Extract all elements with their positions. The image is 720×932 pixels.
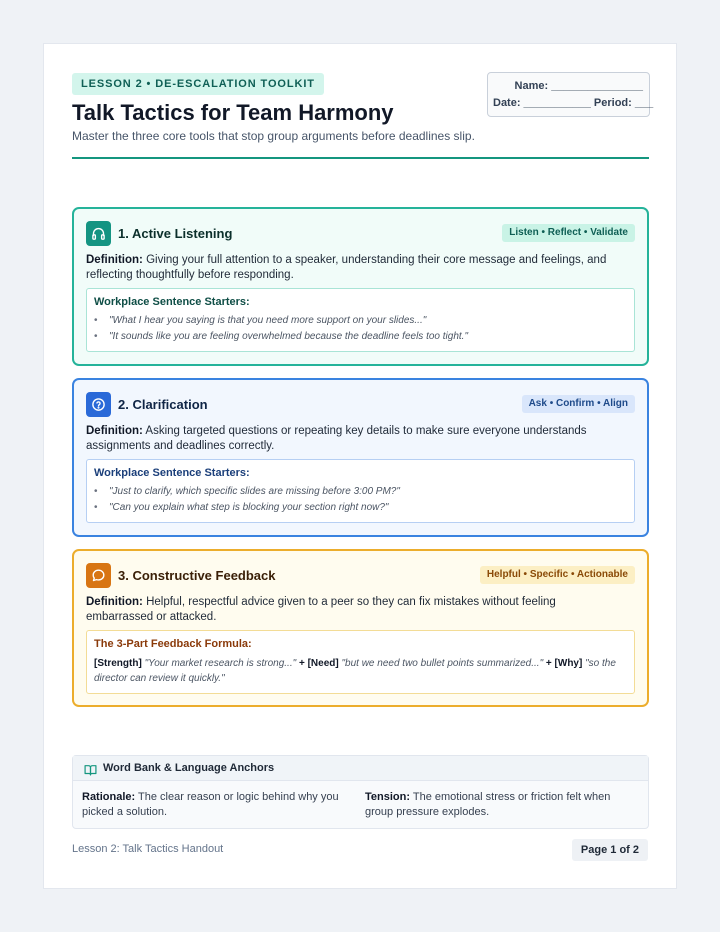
section-title: 2. Clarification: [118, 397, 208, 412]
section-definition: [86, 424, 617, 453]
starter-item: • "It sounds like you are feeling overwhelmed because the deadline feels too tight.": [94, 331, 468, 342]
footer-label: Lesson 2: Talk Tactics Handout: [72, 843, 224, 855]
word-bank-title: Word Bank & Language Anchors: [103, 762, 275, 774]
feedback-formula: [Strength] "Your market research is strong..." + [Need] "but we need two bullet points summarized..." + [Why] "so the director can review it quickly.": [94, 658, 616, 684]
section-badge: Listen • Reflect • Validate: [502, 224, 635, 242]
sentence-starters-box: [86, 459, 635, 523]
page-title: Talk Tactics for Team Harmony: [72, 100, 394, 125]
word-bank-header: [73, 756, 648, 781]
formula-tag: [Why]: [554, 658, 583, 669]
formula-tag: [Need]: [307, 658, 339, 669]
starter-item: • "What I hear you saying is that you need more support on your slides...": [94, 315, 427, 326]
handout-page: [43, 43, 677, 889]
formula-text: "Your market research is strong...": [144, 658, 297, 669]
starter-item: • "Just to clarify, which specific slides are missing before 3:00 PM?": [94, 486, 400, 497]
word-bank: [72, 755, 649, 829]
definition-text: Helpful, respectful advice given to a peer so they can fix mistakes without feeling embarrassed or attacked.: [86, 596, 556, 623]
section-title: 3. Constructive Feedback: [118, 568, 276, 583]
book-open-icon: [84, 763, 97, 781]
starter-item: • "Can you explain what step is blocking your section right now?": [94, 502, 389, 513]
definition-text: Giving your full attention to a speaker, understanding their core message and feelings, and reflecting thoughtfully before responding.: [86, 254, 607, 281]
section-definition: [86, 595, 617, 624]
word-bank-term: Tension: The emotional stress or friction felt when group pressure explodes.: [365, 791, 611, 818]
formula-heading: The 3-Part Feedback Formula:: [94, 638, 252, 650]
page-subtitle: Master the three core tools that stop group arguments before deadlines slip.: [72, 129, 475, 143]
question-circle-icon: [86, 392, 111, 417]
sentence-starters-box: [86, 288, 635, 352]
definition-text: Asking targeted questions or repeating key details to make sure everyone understands assignments and deadlines correctly.: [86, 425, 587, 452]
section-title: 1. Active Listening: [118, 226, 233, 241]
definition-label: Definition:: [86, 254, 143, 266]
name-date-box: [487, 72, 654, 117]
speech-bubble-icon: [86, 563, 111, 588]
formula-tag: [Strength]: [94, 658, 142, 669]
name-line: Name: _______________: [514, 80, 643, 92]
formula-text: "so the director can review it quickly.": [94, 658, 616, 684]
header-divider: [72, 157, 649, 159]
lesson-tag: LESSON 2 • DE-ESCALATION TOOLKIT: [72, 73, 324, 95]
page-number: Page 1 of 2: [572, 839, 648, 861]
headphones-icon: [86, 221, 111, 246]
word-bank-term: Rationale: The clear reason or logic behind why you picked a solution.: [82, 791, 339, 818]
section-constructive-feedback: [72, 549, 649, 707]
section-clarification: [72, 378, 649, 537]
starters-heading: Workplace Sentence Starters:: [94, 467, 250, 479]
formula-text: "but we need two bullet points summarized...": [341, 658, 544, 669]
section-badge: Ask • Confirm • Align: [522, 395, 635, 413]
feedback-formula-box: [86, 630, 635, 694]
starters-heading: Workplace Sentence Starters:: [94, 296, 250, 308]
date-period-line: Date: ___________ Period: ___: [493, 97, 654, 109]
section-badge: Helpful • Specific • Actionable: [480, 566, 635, 584]
section-active-listening: [72, 207, 649, 366]
definition-label: Definition:: [86, 596, 143, 608]
definition-label: Definition:: [86, 425, 143, 437]
section-definition: [86, 253, 617, 282]
